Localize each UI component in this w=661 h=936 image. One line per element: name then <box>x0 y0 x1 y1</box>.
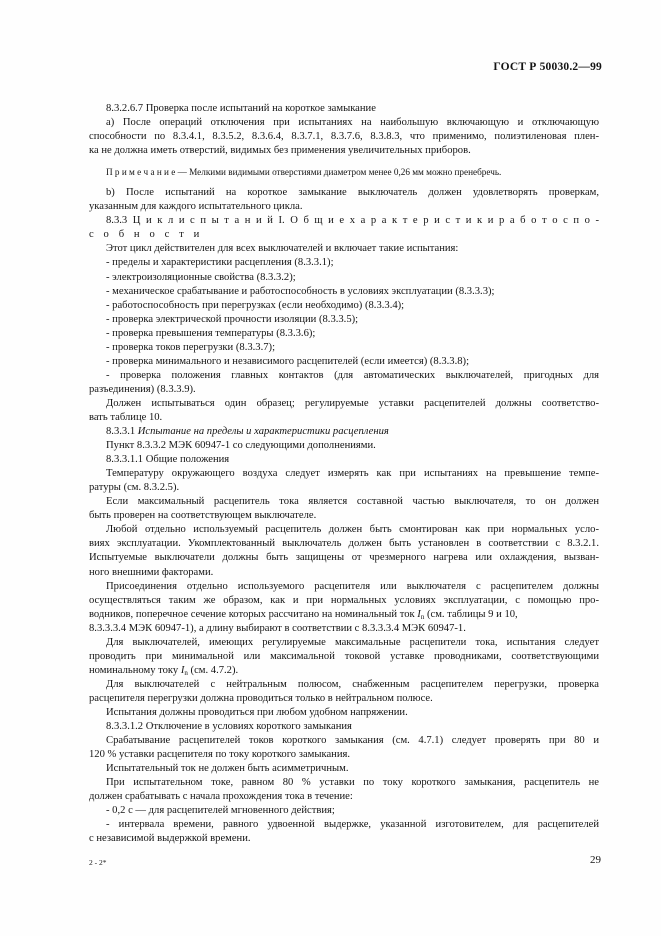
paragraph-line: Температуру окружающего воздуха следует измерять как при испытаниях на превышение темпе- <box>106 468 599 480</box>
paragraph-line: Присоединения отдельно используемого расцепителя или выключателя с расцепителем должны <box>106 580 599 592</box>
paragraph-line: При испытательном токе, равном 80 % уставки по току короткого замыкания, расцепитель не <box>106 777 599 789</box>
list-item: разъединения) (8.3.3.9). <box>89 383 196 395</box>
paragraph-line: Пункт 8.3.3.2 МЭК 60947-1 со следующими дополнениями. <box>106 440 376 452</box>
note-label: П р и м е ч а н и е <box>106 167 176 178</box>
paragraph-line: должен срабатывать с начала прохождения тока в течение: <box>89 791 353 803</box>
rated-current-symbol: I <box>417 608 421 620</box>
list-item: - механическое срабатывание и работоспособность в условиях эксплуатации (8.3.3.3); <box>106 285 495 297</box>
subsection-title-italic: Испытание на пределы и характеристики расцепления <box>137 426 389 438</box>
paragraph-line: номинальному току $I_n$ (см. 4.7.2). <box>89 664 239 677</box>
paragraph-line: указанным для каждого испытательного цикла. <box>89 201 303 213</box>
list-item: - 0,2 с — для расцепителей мгновенного действия; <box>106 805 335 817</box>
list-item: с независимой выдержкой времени. <box>89 833 251 845</box>
paragraph-line: b) После испытаний на короткое замыкание выключатель должен удовлетворять проверкам, <box>106 187 599 199</box>
paragraph-line: Любой отдельно используемый расцепитель должен быть смонтирован как при нормальных усло- <box>106 524 599 536</box>
paragraph-line: 8.3.3.3.4 МЭК 60947-1), а длину выбирают в соответствии с 8.3.3.3.4 МЭК 60947-1. <box>89 622 466 634</box>
list-item: - пределы и характеристики расцепления (8.3.3.1); <box>106 257 334 269</box>
list-item: - электроизоляционные свойства (8.3.3.2); <box>106 271 296 283</box>
list-item: - проверка электрической прочности изоляции (8.3.3.5); <box>106 313 359 325</box>
note-text: — Мелкими видимыми отверстиями диаметром менее 0,26 мм можно пренебречь. <box>175 167 502 178</box>
list-item: - проверка минимального и независимого расцепителей (если имеется) (8.3.3.8); <box>106 355 470 367</box>
subsection-title: 8.3.3.1 Испытание на пределы и характеристики расцепления <box>106 426 389 438</box>
paragraph-line: а) После операций отключения при испытаниях на наибольшую включающую и отключающую <box>106 117 599 129</box>
paragraph-line: Срабатывание расцепителей токов короткого замыкания (см. 4.7.1) следует проверять при 80 и <box>106 735 599 747</box>
paragraph-line: Должен испытываться один образец; регулируемые уставки расцепителей должны соответство- <box>106 397 599 409</box>
paragraph-line: быть проверен на соответствующем выключателе. <box>89 510 317 522</box>
paragraph-line: Испытания должны проводиться при любом удобном напряжении. <box>106 706 408 718</box>
paragraph-line: водников, поперечное сечение которых рассчитано на номинальный ток $I_n$ (см. таблицы 9 и 10, <box>89 608 518 621</box>
paragraph-line: ратуры (см. 8.3.2.5). <box>89 482 180 494</box>
paragraph-line: Испытуемые выключатели должны быть защищены от чрезмерного нагрева или охлаждения, вызван- <box>89 552 599 564</box>
list-item: - работоспособность при перегрузках (если необходимо) (8.3.3.4); <box>106 299 405 311</box>
paragraph-line: проводить при минимальной или максимальной токовой уставке проводниками, соответствующими <box>89 650 599 662</box>
paragraph-line: расцепителя перегрузки должна проводиться только в нейтральном полюсе. <box>89 692 433 704</box>
subsection-title: 8.3.3.1.2 Отключение в условиях короткого замыкания <box>106 721 352 733</box>
paragraph-line: Для выключателей с нейтральным полюсом, снабженным расцепителем перегрузки, проверка <box>106 678 599 690</box>
page-number: 29 <box>590 854 601 866</box>
note <box>89 165 599 179</box>
section-title-spaced: с о б н о с т и <box>89 229 203 241</box>
list-item: - проверка положения главных контактов (для автоматических выключателей, пригодных для <box>106 369 599 381</box>
rated-current-symbol: I <box>180 664 185 676</box>
paragraph-line: ка не должна иметь отверстий, видимых без применения увеличительных приборов. <box>89 145 471 157</box>
list-item: - интервала времени, равного удвоенной выдержке, указанной изготовителем, для расцепителей <box>106 819 599 831</box>
paragraph-line: Для выключателей, имеющих регулируемые максимальные расцепители тока, испытания следует <box>106 636 599 648</box>
document-body <box>89 102 599 846</box>
list-item: - проверка токов перегрузки (8.3.3.7); <box>106 341 276 353</box>
subsection-title: 8.3.3.1.1 Общие положения <box>106 454 230 466</box>
paragraph-line: Этот цикл действителен для всех выключателей и включает такие испытания: <box>106 243 459 255</box>
paragraph-line: Испытательный ток не должен быть асимметричным. <box>106 763 349 775</box>
paragraph-line: вать таблице 10. <box>89 411 163 423</box>
footer-signature: 2 - 2* <box>89 858 107 867</box>
paragraph-line: способности по 8.3.4.1, 8.3.5.2, 8.3.6.4, 8.3.7.1, 8.3.7.6, 8.3.8.3, что применимо, полиэтиленовая плен- <box>89 131 599 143</box>
section-title-spaced: 8.3.3 Ц и к л и с п ы т а н и й I. О б щ и е х а р а к т е р и с т и к и р а б о т о с п о - <box>106 215 599 227</box>
paragraph-line: 120 % уставки расцепителя по току короткого замыкания. <box>89 749 351 761</box>
paragraph-line: осуществляться таким же образом, как и при нормальных условиях эксплуатации, с помощью про- <box>89 594 599 606</box>
paragraph-line: ного внешними факторами. <box>89 566 214 578</box>
section-title: 8.3.2.6.7 Проверка после испытаний на короткое замыкание <box>106 103 376 114</box>
paragraph-line: виях эксплуатации. Укомплектованный выключатель должен быть установлен в соответствии с 8.3.2.1. <box>89 538 599 550</box>
standard-header: ГОСТ Р 50030.2—99 <box>493 61 602 73</box>
list-item: - проверка превышения температуры (8.3.3.6); <box>106 327 316 339</box>
paragraph-line: Если максимальный расцепитель тока является составной частью выключателя, то он должен <box>106 496 599 508</box>
